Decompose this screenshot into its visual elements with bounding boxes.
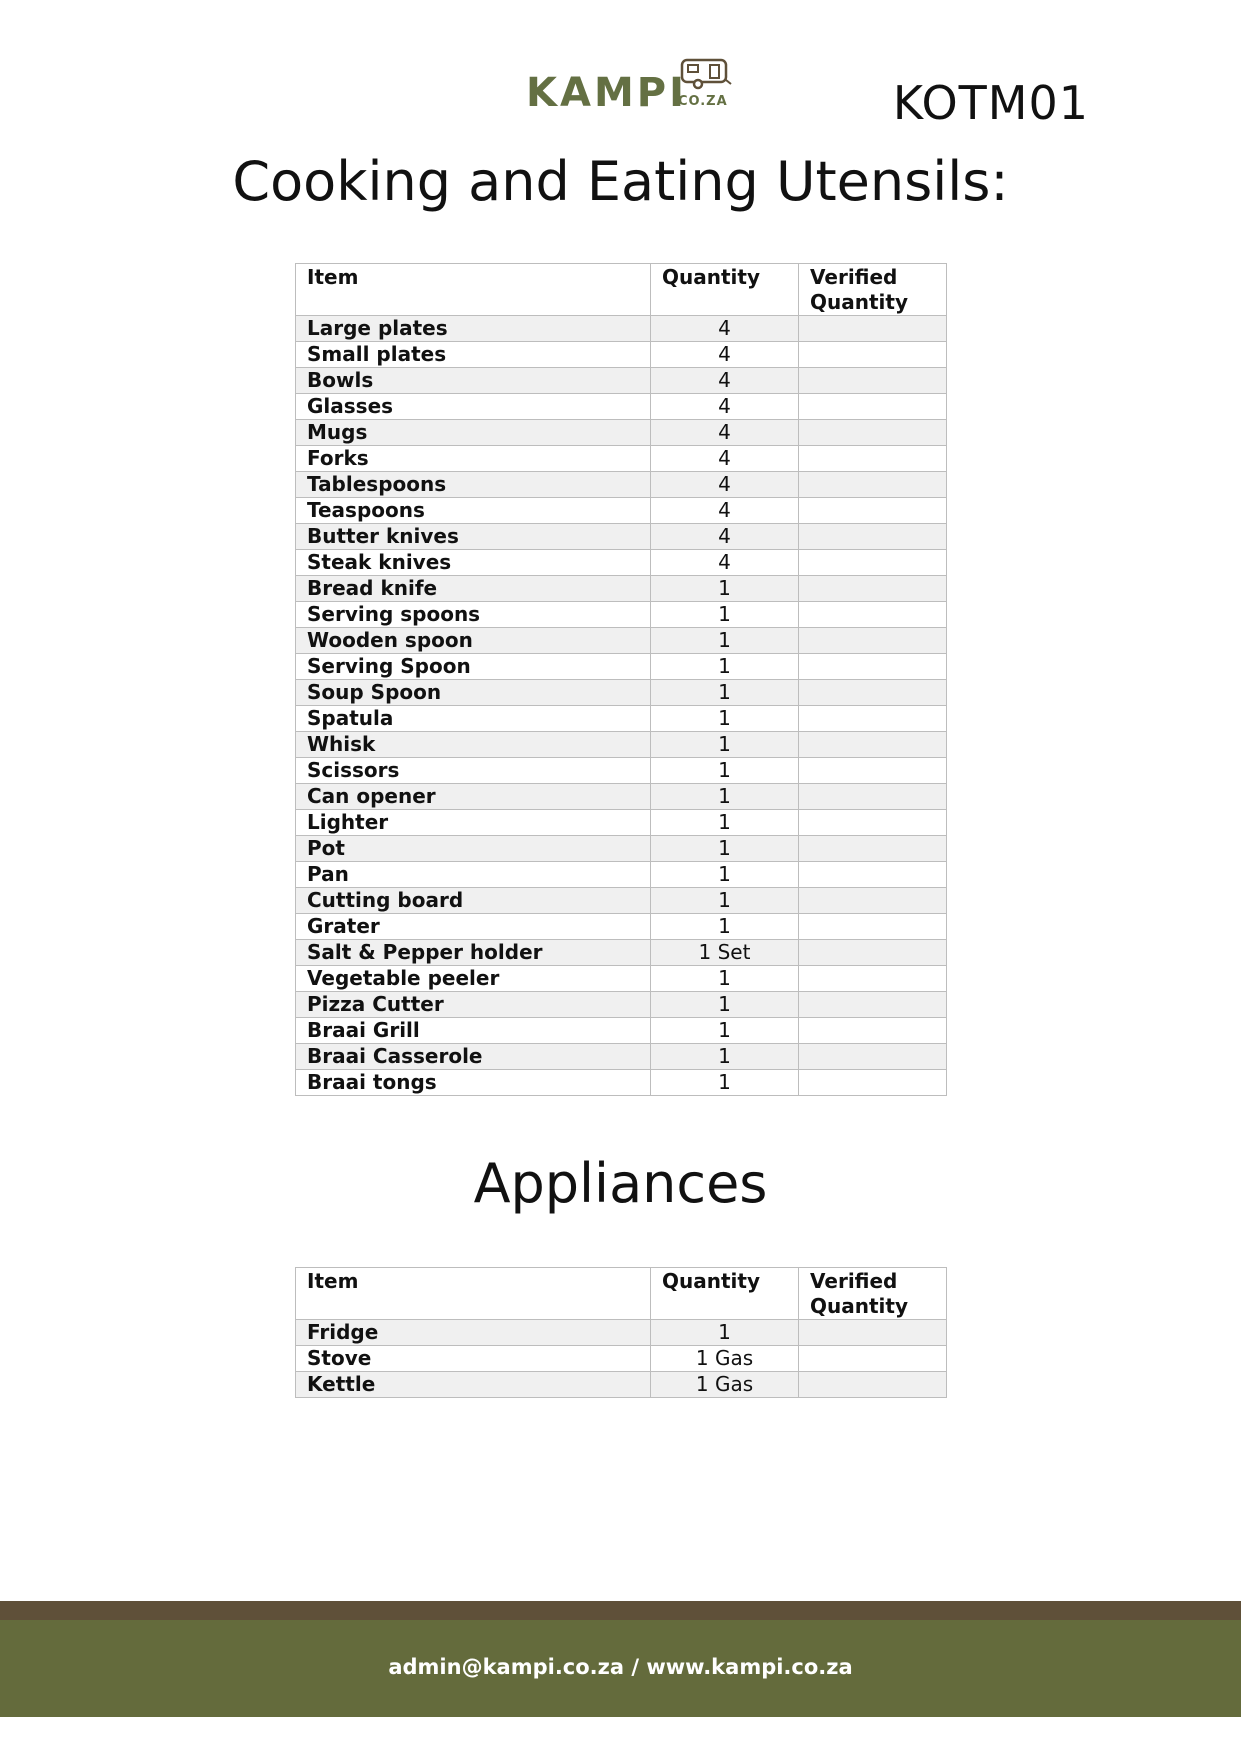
table-row xyxy=(296,888,947,914)
item-cell: Soup Spoon xyxy=(296,680,651,706)
footer-contact: admin@kampi.co.za / www.kampi.co.za xyxy=(388,1655,853,1679)
quantity-cell: 4 xyxy=(651,472,799,498)
quantity-cell: 4 xyxy=(651,550,799,576)
quantity-cell: 1 xyxy=(651,1070,799,1096)
verified-quantity-cell xyxy=(799,1346,947,1372)
table-row xyxy=(296,1070,947,1096)
verified-quantity-cell xyxy=(799,316,947,342)
verified-quantity-cell xyxy=(799,342,947,368)
table-row xyxy=(296,810,947,836)
quantity-cell: 4 xyxy=(651,316,799,342)
quantity-cell: 4 xyxy=(651,524,799,550)
item-cell: Glasses xyxy=(296,394,651,420)
verified-quantity-cell xyxy=(799,472,947,498)
verified-quantity-cell xyxy=(799,420,947,446)
table-row xyxy=(296,602,947,628)
table-row xyxy=(296,966,947,992)
verified-quantity-cell xyxy=(799,836,947,862)
table-row xyxy=(296,1320,947,1346)
verified-quantity-cell xyxy=(799,368,947,394)
table-row xyxy=(296,992,947,1018)
item-cell: Pizza Cutter xyxy=(296,992,651,1018)
item-cell: Can opener xyxy=(296,784,651,810)
utensils-table-body xyxy=(296,316,947,1096)
quantity-cell: 1 Gas xyxy=(651,1346,799,1372)
verified-quantity-cell xyxy=(799,524,947,550)
table-row xyxy=(296,862,947,888)
quantity-cell: 4 xyxy=(651,342,799,368)
quantity-cell: 4 xyxy=(651,498,799,524)
verified-quantity-cell xyxy=(799,576,947,602)
table-row xyxy=(296,1044,947,1070)
item-cell: Braai Casserole xyxy=(296,1044,651,1070)
item-cell: Spatula xyxy=(296,706,651,732)
item-cell: Pot xyxy=(296,836,651,862)
item-cell: Serving Spoon xyxy=(296,654,651,680)
quantity-cell: 1 Set xyxy=(651,940,799,966)
item-cell: Fridge xyxy=(296,1320,651,1346)
item-cell: Mugs xyxy=(296,420,651,446)
table-row xyxy=(296,784,947,810)
quantity-cell: 1 xyxy=(651,732,799,758)
table-row xyxy=(296,1018,947,1044)
verified-quantity-cell xyxy=(799,914,947,940)
kampi-logo xyxy=(526,56,730,116)
quantity-cell: 1 xyxy=(651,810,799,836)
table-row xyxy=(296,368,947,394)
quantity-cell: 1 xyxy=(651,836,799,862)
quantity-cell: 1 xyxy=(651,966,799,992)
column-header-verified: Verified Quantity xyxy=(799,264,947,316)
quantity-cell: 4 xyxy=(651,420,799,446)
logo-domain: .CO.ZA xyxy=(672,94,728,109)
section-title-appliances: Appliances xyxy=(473,1152,768,1215)
column-header-quantity: Quantity xyxy=(651,264,799,316)
item-cell: Braai Grill xyxy=(296,1018,651,1044)
table-header-row xyxy=(296,1268,947,1320)
item-cell: Large plates xyxy=(296,316,651,342)
table-row xyxy=(296,680,947,706)
verified-quantity-cell xyxy=(799,602,947,628)
item-cell: Braai tongs xyxy=(296,1070,651,1096)
quantity-cell: 1 xyxy=(651,784,799,810)
quantity-cell: 1 xyxy=(651,1320,799,1346)
verified-quantity-cell xyxy=(799,394,947,420)
quantity-cell: 1 xyxy=(651,628,799,654)
table-row xyxy=(296,1372,947,1398)
verified-quantity-cell xyxy=(799,862,947,888)
verified-quantity-cell xyxy=(799,706,947,732)
table-row xyxy=(296,758,947,784)
quantity-cell: 1 xyxy=(651,680,799,706)
quantity-cell: 4 xyxy=(651,446,799,472)
verified-quantity-cell xyxy=(799,628,947,654)
item-cell: Steak knives xyxy=(296,550,651,576)
item-cell: Serving spoons xyxy=(296,602,651,628)
table-row xyxy=(296,316,947,342)
verified-quantity-cell xyxy=(799,1018,947,1044)
quantity-cell: 1 xyxy=(651,888,799,914)
item-cell: Scissors xyxy=(296,758,651,784)
verified-quantity-cell xyxy=(799,654,947,680)
verified-quantity-cell xyxy=(799,1070,947,1096)
item-cell: Vegetable peeler xyxy=(296,966,651,992)
column-header-verified: Verified Quantity xyxy=(799,1268,947,1320)
table-row xyxy=(296,550,947,576)
table-row xyxy=(296,472,947,498)
item-cell: Stove xyxy=(296,1346,651,1372)
table-row xyxy=(296,446,947,472)
quantity-cell: 1 Gas xyxy=(651,1372,799,1398)
appliances-table xyxy=(295,1267,947,1398)
verified-quantity-cell xyxy=(799,810,947,836)
item-cell: Whisk xyxy=(296,732,651,758)
verified-quantity-cell xyxy=(799,550,947,576)
footer-accent-bar xyxy=(0,1601,1241,1620)
table-row xyxy=(296,498,947,524)
quantity-cell: 4 xyxy=(651,368,799,394)
table-header-row xyxy=(296,264,947,316)
item-cell: Forks xyxy=(296,446,651,472)
column-header-quantity: Quantity xyxy=(651,1268,799,1320)
item-cell: Lighter xyxy=(296,810,651,836)
verified-quantity-cell xyxy=(799,888,947,914)
verified-quantity-cell xyxy=(799,680,947,706)
quantity-cell: 1 xyxy=(651,862,799,888)
quantity-cell: 1 xyxy=(651,914,799,940)
item-cell: Wooden spoon xyxy=(296,628,651,654)
table-row xyxy=(296,706,947,732)
item-cell: Butter knives xyxy=(296,524,651,550)
verified-quantity-cell xyxy=(799,1320,947,1346)
table-row xyxy=(296,524,947,550)
table-row xyxy=(296,394,947,420)
document-code: KOTM01 xyxy=(892,76,1089,130)
quantity-cell: 1 xyxy=(651,602,799,628)
verified-quantity-cell xyxy=(799,784,947,810)
item-cell: Bread knife xyxy=(296,576,651,602)
section-title-utensils: Cooking and Eating Utensils: xyxy=(232,150,1009,213)
table-row xyxy=(296,914,947,940)
column-header-item: Item xyxy=(296,264,651,316)
table-row xyxy=(296,628,947,654)
item-cell: Grater xyxy=(296,914,651,940)
item-cell: Tablespoons xyxy=(296,472,651,498)
verified-quantity-cell xyxy=(799,992,947,1018)
verified-quantity-cell xyxy=(799,758,947,784)
quantity-cell: 1 xyxy=(651,1018,799,1044)
item-cell: Cutting board xyxy=(296,888,651,914)
table-row xyxy=(296,732,947,758)
table-row xyxy=(296,1346,947,1372)
table-row xyxy=(296,836,947,862)
verified-quantity-cell xyxy=(799,498,947,524)
item-cell: Pan xyxy=(296,862,651,888)
verified-quantity-cell xyxy=(799,732,947,758)
item-cell: Bowls xyxy=(296,368,651,394)
quantity-cell: 1 xyxy=(651,758,799,784)
quantity-cell: 1 xyxy=(651,1044,799,1070)
table-row xyxy=(296,342,947,368)
verified-quantity-cell xyxy=(799,1044,947,1070)
item-cell: Teaspoons xyxy=(296,498,651,524)
table-row xyxy=(296,654,947,680)
appliances-table-body xyxy=(296,1320,947,1398)
item-cell: Small plates xyxy=(296,342,651,368)
quantity-cell: 4 xyxy=(651,394,799,420)
logo-wordmark: KAMPI xyxy=(526,70,687,116)
table-row xyxy=(296,420,947,446)
verified-quantity-cell xyxy=(799,446,947,472)
quantity-cell: 1 xyxy=(651,992,799,1018)
table-row xyxy=(296,940,947,966)
quantity-cell: 1 xyxy=(651,654,799,680)
quantity-cell: 1 xyxy=(651,576,799,602)
table-row xyxy=(296,576,947,602)
utensils-table xyxy=(295,263,947,1096)
verified-quantity-cell xyxy=(799,1372,947,1398)
quantity-cell: 1 xyxy=(651,706,799,732)
caravan-icon xyxy=(676,56,732,92)
item-cell: Kettle xyxy=(296,1372,651,1398)
column-header-item: Item xyxy=(296,1268,651,1320)
item-cell: Salt & Pepper holder xyxy=(296,940,651,966)
verified-quantity-cell xyxy=(799,940,947,966)
verified-quantity-cell xyxy=(799,966,947,992)
